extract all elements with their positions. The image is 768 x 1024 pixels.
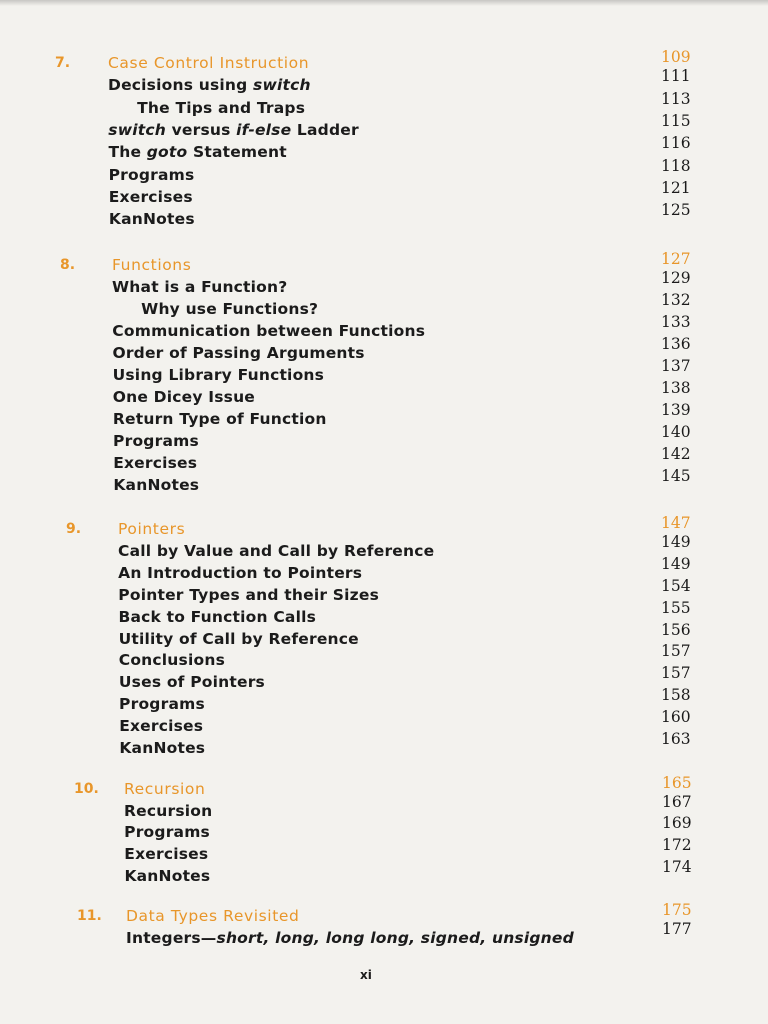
- toc-entry-page-number: 118: [661, 156, 691, 175]
- chapter-number: 8.: [60, 257, 76, 273]
- toc-entry: Programs: [119, 695, 205, 714]
- chapter-page-number: 165: [662, 774, 692, 792]
- toc-entry: Return Type of Function: [112, 410, 327, 428]
- toc-entry-page-number: 132: [661, 291, 691, 309]
- toc-entry: Exercises: [119, 717, 204, 736]
- toc-entry: Communication between Functions: [112, 322, 426, 340]
- toc-entry: What is a Function?: [112, 278, 288, 296]
- chapter-page-number: 147: [661, 514, 691, 532]
- toc-entry-page-number: 113: [661, 89, 691, 108]
- toc-entry: KanNotes: [119, 739, 206, 757]
- toc-entry: Using Library Functions: [112, 366, 325, 384]
- toc-entry-page-number: 172: [662, 836, 692, 855]
- toc-entry: Pointer Types and their Sizes: [118, 585, 380, 604]
- chapter-title: Functions: [112, 256, 192, 274]
- chapter-title: Pointers: [118, 520, 186, 538]
- toc-entry: KanNotes: [124, 866, 211, 885]
- toc-entry-page-number: 115: [661, 111, 691, 130]
- toc-entry-page-number: 154: [661, 576, 691, 595]
- toc-entry: The Tips and Traps: [137, 98, 306, 117]
- toc-entry-page-number: 157: [661, 642, 691, 661]
- toc-entry: One Dicey Issue: [112, 388, 256, 406]
- chapter-page-number: 109: [661, 48, 691, 66]
- toc-entry: Exercises: [108, 187, 193, 206]
- toc-entry-page-number: 156: [661, 620, 691, 639]
- chapter-number: 7.: [55, 55, 71, 71]
- chapter-title: Case Control Instruction: [108, 54, 310, 72]
- toc-entry: KanNotes: [108, 210, 195, 229]
- toc-entry: Integers—short, long, long long, signed, unsigned: [126, 928, 574, 947]
- toc-entry: Uses of Pointers: [118, 673, 265, 692]
- footer-page-number: xi: [360, 968, 372, 982]
- chapter-number: 9.: [66, 521, 82, 537]
- toc-entry-page-number: 125: [661, 201, 691, 220]
- toc-entry: Exercises: [113, 454, 198, 472]
- toc-entry-page-number: 138: [661, 379, 691, 397]
- toc-entry-page-number: 160: [661, 708, 691, 727]
- toc-entry: Programs: [124, 823, 210, 842]
- chapter-number: 11.: [77, 908, 102, 924]
- toc-entry-page-number: 142: [661, 445, 691, 463]
- toc-entry-page-number: 140: [661, 423, 691, 441]
- toc-entry: Call by Value and Call by Reference: [118, 541, 435, 560]
- toc-entry-page-number: 111: [661, 67, 691, 86]
- toc-entry-page-number: 155: [661, 598, 691, 617]
- toc-entry-page-number: 174: [662, 857, 692, 876]
- toc-entry-page-number: 169: [662, 814, 692, 833]
- chapter-title: Data Types Revisited: [126, 907, 300, 925]
- toc-entry-page-number: 129: [661, 269, 691, 287]
- toc-entry: Recursion: [124, 801, 213, 820]
- toc-entry-page-number: 149: [661, 532, 691, 551]
- toc-entry: The goto Statement: [108, 143, 287, 162]
- toc-entry-page-number: 157: [661, 664, 691, 683]
- chapter-page-number: 175: [662, 901, 692, 919]
- toc-entry: Programs: [113, 432, 199, 450]
- toc-entry: Exercises: [124, 845, 209, 864]
- toc-entry-page-number: 163: [661, 730, 691, 748]
- toc-entry-page-number: 149: [661, 554, 691, 573]
- toc-entry-page-number: 121: [661, 178, 691, 197]
- chapter-number: 10.: [74, 781, 99, 797]
- toc-entry: Utility of Call by Reference: [118, 629, 359, 648]
- toc-entry-page-number: 136: [661, 335, 691, 353]
- toc-entry: Back to Function Calls: [118, 607, 317, 626]
- toc-entry-page-number: 177: [662, 919, 692, 938]
- toc-entry: An Introduction to Pointers: [118, 563, 363, 582]
- toc-entry-page-number: 145: [661, 467, 691, 485]
- toc-entry: switch versus if-else Ladder: [108, 120, 359, 139]
- toc-entry: Why use Functions?: [141, 300, 319, 318]
- chapter-title: Recursion: [124, 780, 206, 798]
- toc-entry: KanNotes: [113, 476, 200, 494]
- toc-entry-page-number: 133: [661, 313, 691, 331]
- page-top-shadow: [0, 0, 768, 6]
- toc-entry-page-number: 116: [661, 134, 691, 153]
- toc-entry: Conclusions: [118, 651, 225, 670]
- toc-entry-page-number: 167: [662, 792, 692, 811]
- toc-entry-page-number: 137: [661, 357, 691, 375]
- toc-entry: Programs: [108, 165, 195, 184]
- toc-entry: Order of Passing Arguments: [112, 344, 365, 362]
- toc-entry-page-number: 139: [661, 401, 691, 419]
- toc-entry: Decisions using switch: [108, 76, 311, 95]
- chapter-page-number: 127: [661, 250, 691, 268]
- toc-entry-page-number: 158: [661, 686, 691, 705]
